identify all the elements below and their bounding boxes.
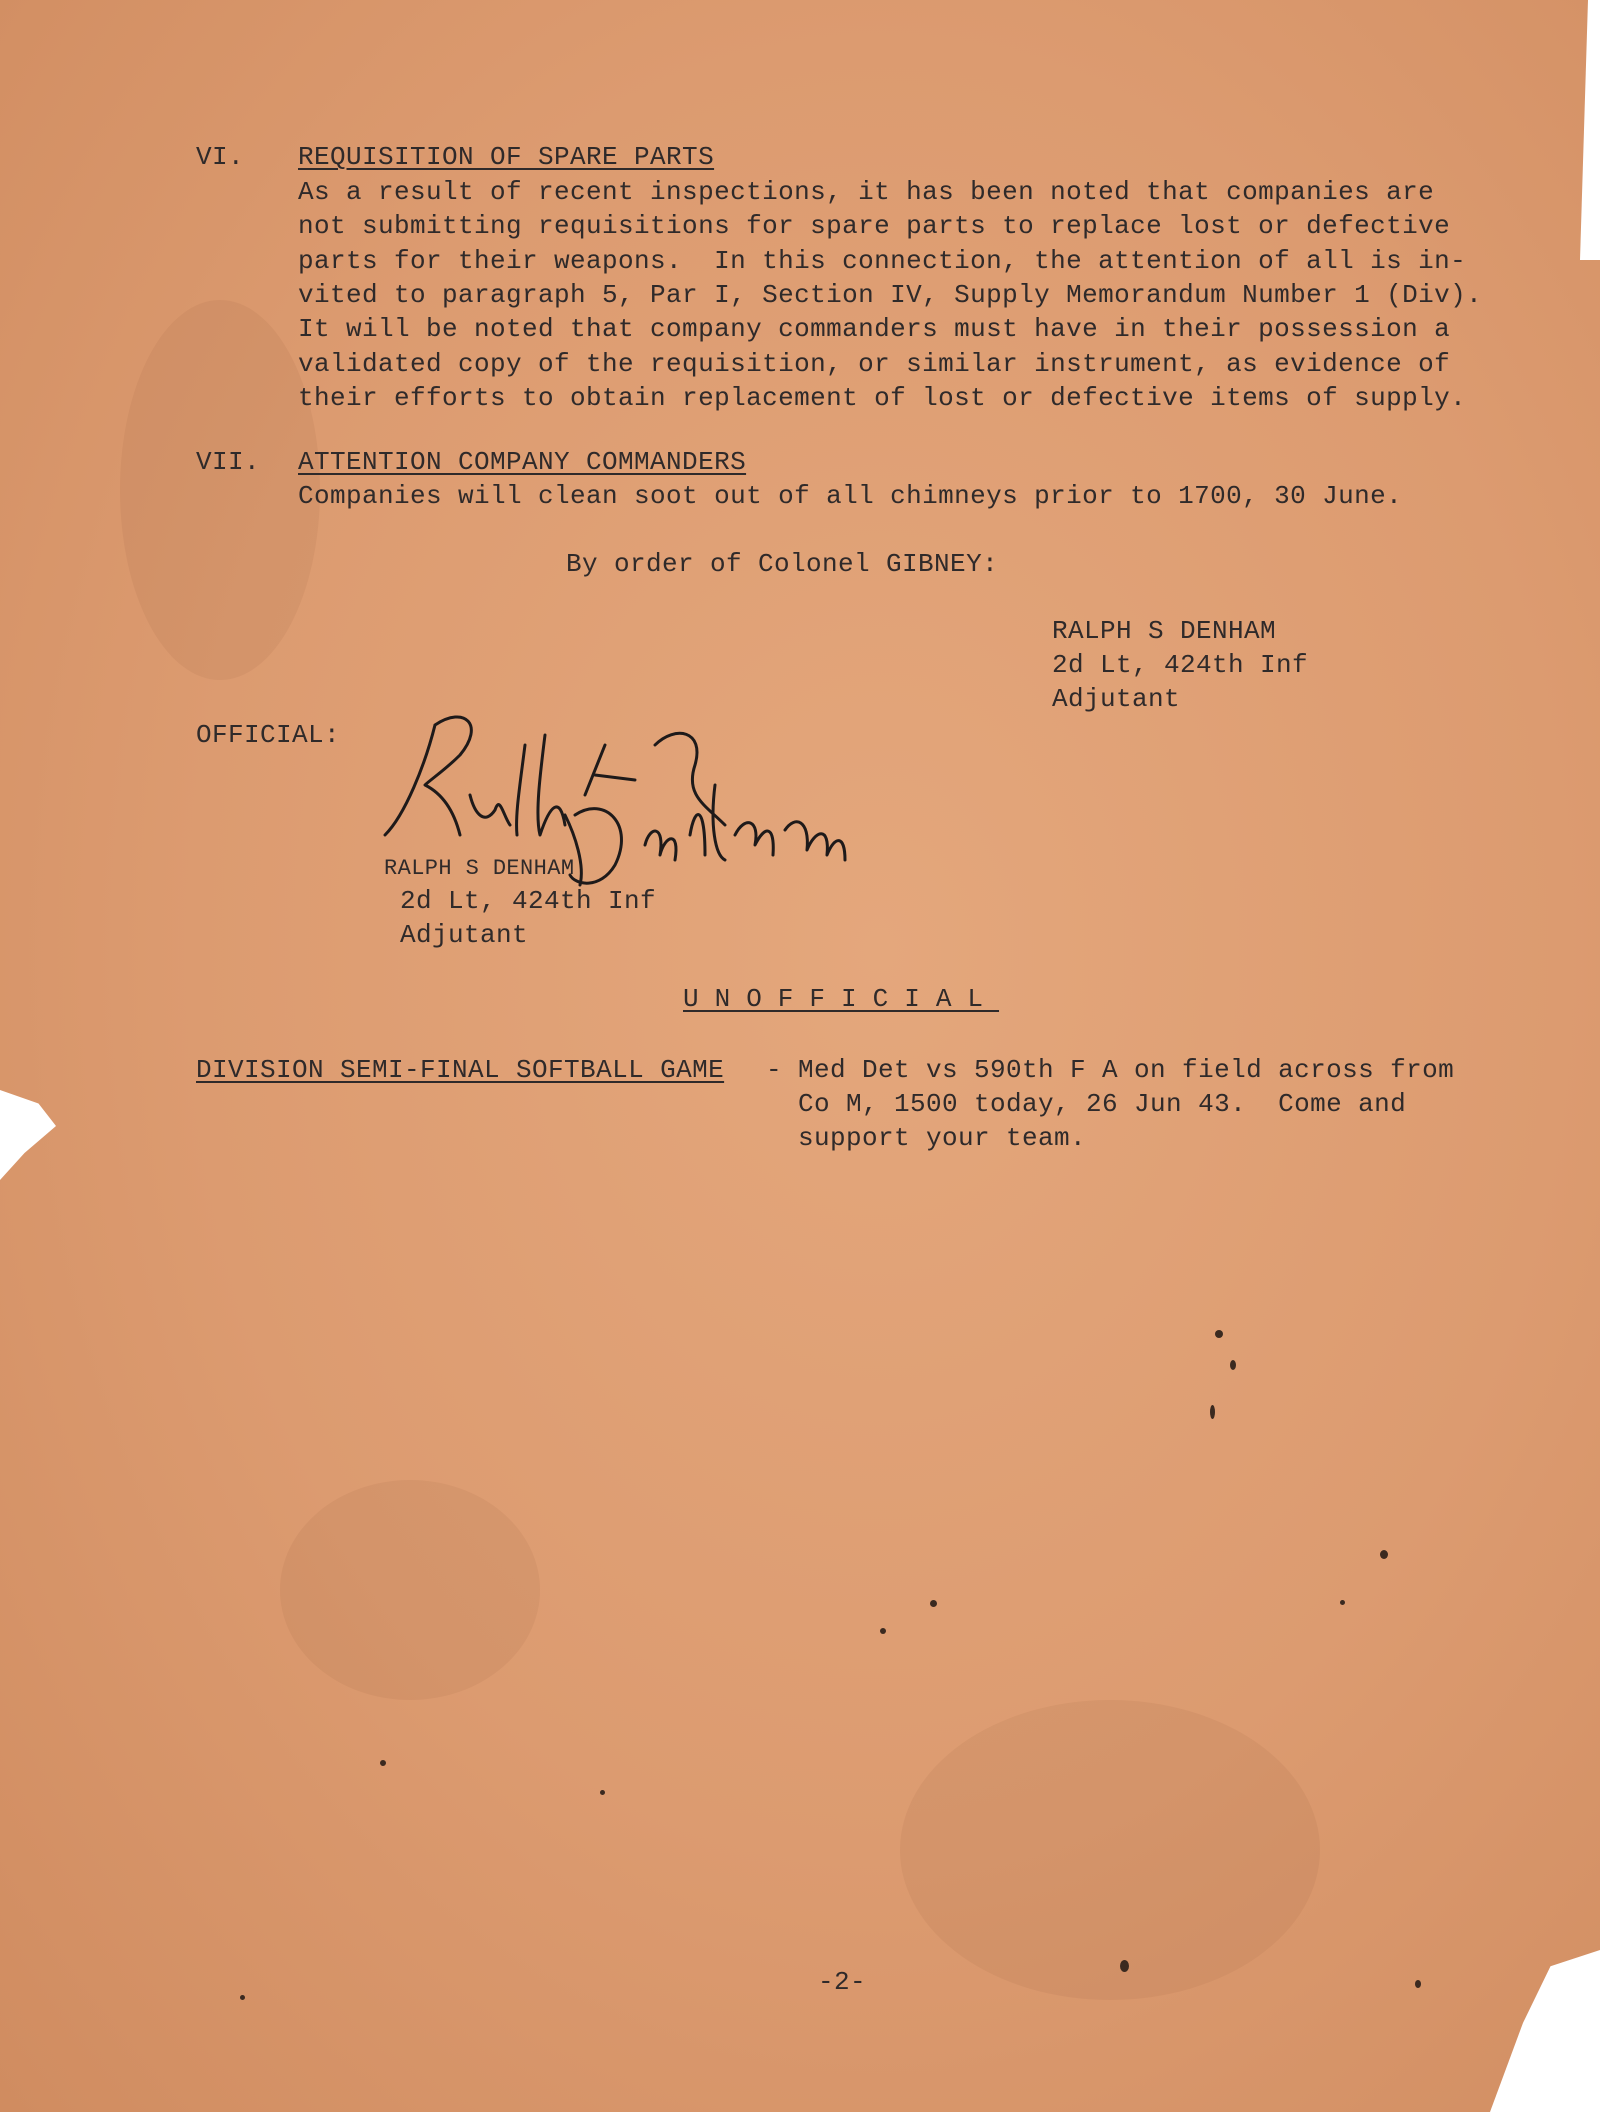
- official-label: OFFICIAL:: [196, 720, 341, 750]
- signature-block-left-rank: 2d Lt, 424th Inf: [400, 886, 657, 916]
- ink-speck: [1415, 1980, 1421, 1988]
- section-vii-heading: ATTENTION COMPANY COMMANDERS: [298, 447, 747, 477]
- signature-block-right-title: Adjutant: [1052, 684, 1181, 714]
- softball-heading: DIVISION SEMI-FINAL SOFTBALL GAME: [196, 1055, 725, 1085]
- section-vi-line: vited to paragraph 5, Par I, Section IV, Supply Memorandum Number 1 (Div).: [298, 280, 1483, 310]
- section-vi-line: not submitting requisitions for spare parts to replace lost or defective: [298, 211, 1451, 241]
- ink-speck: [1340, 1600, 1345, 1605]
- softball-line: support your team.: [798, 1123, 1087, 1153]
- section-vi-line: As a result of recent inspections, it has been noted that companies are: [298, 177, 1435, 207]
- section-vi-line: It will be noted that company commanders must have in their possession a: [298, 314, 1451, 344]
- ink-speck: [1230, 1360, 1236, 1370]
- softball-line: Co M, 1500 today, 26 Jun 43. Come and: [798, 1089, 1407, 1119]
- page-number: -2-: [818, 1967, 867, 1997]
- torn-edge-left: [0, 1090, 70, 1180]
- ink-speck: [380, 1760, 386, 1766]
- ink-speck: [880, 1628, 886, 1634]
- section-vii-line: Companies will clean soot out of all chimneys prior to 1700, 30 June.: [298, 481, 1403, 511]
- stain-mark: [900, 1700, 1320, 2000]
- ink-speck: [600, 1790, 605, 1795]
- section-vi-line: parts for their weapons. In this connection, the attention of all is in-: [298, 246, 1467, 276]
- section-vii-numeral: VII.: [196, 447, 261, 477]
- signature-block-right-name: RALPH S DENHAM: [1052, 616, 1277, 646]
- handwritten-signature: [375, 685, 935, 905]
- torn-edge-bottom-right: [1490, 1950, 1600, 2112]
- signature-block-right-rank: 2d Lt, 424th Inf: [1052, 650, 1309, 680]
- softball-dash: -: [766, 1055, 783, 1085]
- by-order-line: By order of Colonel GIBNEY:: [566, 549, 999, 579]
- unofficial-heading: UNOFFICIAL: [683, 984, 1000, 1014]
- signature-block-left-name: RALPH S DENHAM: [384, 856, 575, 881]
- ink-speck: [1120, 1960, 1129, 1972]
- section-vi-numeral: VI.: [196, 142, 245, 172]
- ink-speck: [1380, 1550, 1388, 1559]
- ink-speck: [1215, 1330, 1223, 1338]
- torn-edge-top-right: [1580, 0, 1600, 260]
- section-vi-line: their efforts to obtain replacement of lost or defective items of supply.: [298, 383, 1467, 413]
- stain-mark: [280, 1480, 540, 1700]
- section-vi-heading: REQUISITION OF SPARE PARTS: [298, 142, 715, 172]
- softball-line: Med Det vs 590th F A on field across from: [798, 1055, 1455, 1085]
- stain-mark: [120, 300, 320, 680]
- ink-speck: [930, 1600, 937, 1607]
- section-vi-line: validated copy of the requisition, or similar instrument, as evidence of: [298, 349, 1451, 379]
- ink-speck: [1210, 1405, 1215, 1419]
- ink-speck: [240, 1995, 245, 2000]
- signature-block-left-title: Adjutant: [400, 920, 529, 950]
